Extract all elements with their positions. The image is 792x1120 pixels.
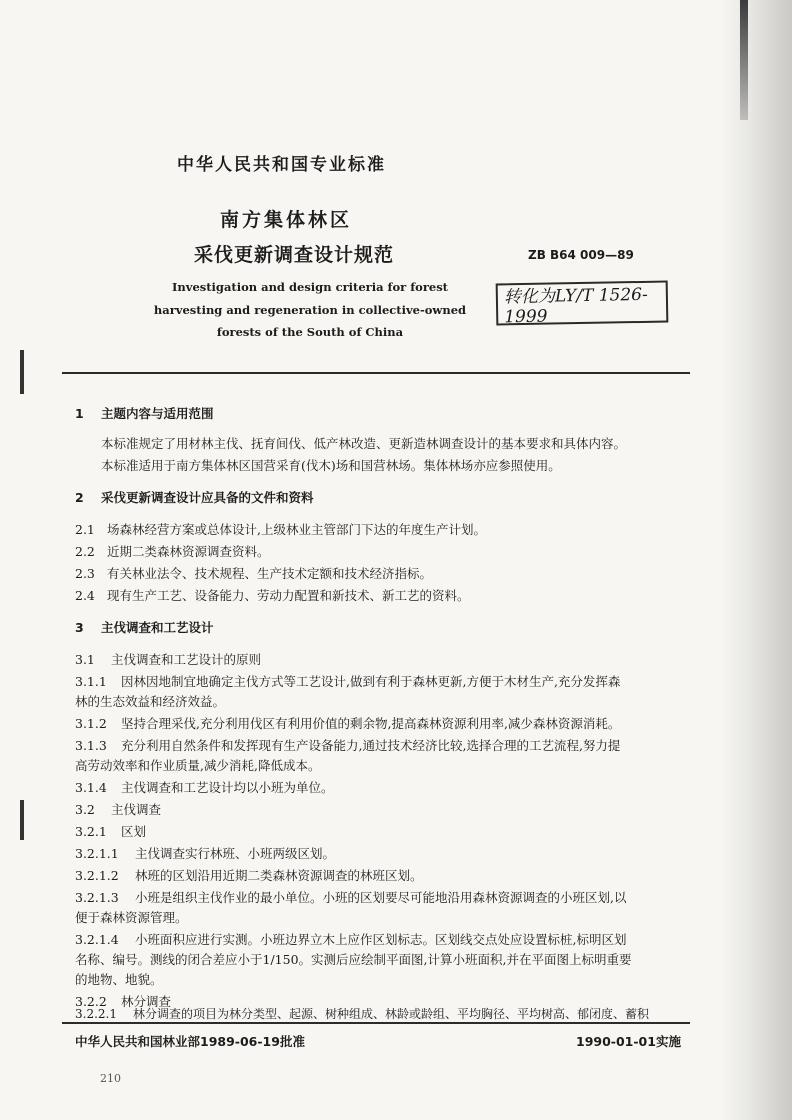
clause: 3.1.2 坚持合理采伐,充分利用伐区有利用价值的剩余物,提高森林资源利用率,减少森林资源消耗。 (75, 716, 621, 731)
english-title-line2: harvesting and regeneration in collective-owned (153, 303, 467, 317)
scan-edge-mark (740, 0, 748, 120)
document-title-line2: 采伐更新调查设计规范 (194, 244, 395, 266)
approval-line: 中华人民共和国林业部1989-06-19批准 (75, 1034, 305, 1049)
paragraph: 本标准规定了用材林主伐、抚育间伐、低产林改造、更新造林调查设计的基本要求和具体内容。 (101, 436, 627, 451)
clause: 2.2 近期二类森林资源调查资料。 (75, 544, 270, 559)
clause: 2.3 有关林业法令、技术规程、生产技术定额和技术经济指标。 (75, 566, 433, 581)
clause: 3.1.4 主伐调查和工艺设计均以小班为单位。 (75, 780, 334, 795)
clause-continuation: 的地物、地貌。 (75, 972, 163, 987)
standard-category-title: 中华人民共和国专业标准 (177, 155, 386, 175)
clause: 3.2.2.1 林分调查的项目为林分类型、起源、树种组成、林龄或龄组、平均胸径、平均树高、郁闭度、蓄积 (75, 1007, 650, 1021)
clause: 3.2.1.1 主伐调查实行林班、小班两级区划。 (75, 846, 336, 861)
binder-mark-bottom (20, 800, 24, 840)
clause-continuation: 便于森林资源管理。 (75, 910, 188, 925)
english-title-line3: forests of the South of China (216, 325, 404, 339)
clause-continuation: 林的生态效益和经济效益。 (75, 694, 226, 709)
paragraph: 本标准适用于南方集体林区国营采育(伐木)场和国营林场。集体林场亦应参照使用。 (101, 458, 561, 473)
footer-divider (62, 1022, 690, 1024)
effective-date: 1990-01-01实施 (576, 1034, 681, 1049)
document-title-line1: 南方集体林区 (220, 209, 353, 231)
clause-continuation: 名称、编号。测线的闭合差应小于1/150。实测后应绘制平面图,计算小班面积,并在平面图上标明重要 (75, 952, 632, 967)
binder-mark-top (20, 350, 24, 394)
clause: 3.2.1.4 小班面积应进行实测。小班边界立木上应作区划标志。区划线交点处应设置标桩,标明区划 (75, 932, 627, 947)
clause: 3.2.1.2 林班的区划沿用近期二类森林资源调查的林班区划。 (75, 868, 423, 883)
handwritten-stamp (496, 281, 669, 326)
clause: 3.2 主伐调查 (75, 802, 162, 817)
clause: 2.4 现有生产工艺、设备能力、劳动力配置和新技术、新工艺的资料。 (75, 588, 470, 603)
section-3-heading: 3 主伐调查和工艺设计 (75, 620, 214, 635)
clause: 3.2.2 林分调查 (75, 994, 172, 1009)
english-title-line1: Investigation and design criteria for forest (172, 280, 448, 294)
clause: 3.2.1.3 小班是组织主伐作业的最小单位。小班的区划要尽可能地沿用森林资源调查的小班区划,以 (75, 890, 627, 905)
clause-continuation: 高劳动效率和作业质量,减少消耗,降低成本。 (75, 758, 321, 773)
section-1-heading: 1 主题内容与适用范围 (75, 406, 214, 421)
scan-edge-shadow (720, 0, 792, 1120)
clause: 2.1 场森林经营方案或总体设计,上级林业主管部门下达的年度生产计划。 (75, 522, 486, 537)
page-number: 210 (100, 1072, 121, 1085)
header-divider (62, 372, 690, 374)
clause: 3.1 主伐调查和工艺设计的原则 (75, 652, 262, 667)
stamp-text: 转化为LY/T 1526-1999 (503, 284, 648, 327)
section-2-heading: 2 采伐更新调查设计应具备的文件和资料 (75, 490, 314, 505)
clause: 3.1.3 充分利用自然条件和发挥现有生产设备能力,通过技术经济比较,选择合理的工艺流程,努力提 (75, 738, 621, 753)
clause: 3.1.1 因林因地制宜地确定主伐方式等工艺设计,做到有利于森林更新,方便于木材生产,充分发挥森 (75, 674, 621, 689)
standard-code: ZB B64 009—89 (528, 248, 634, 262)
clause: 3.2.1 区划 (75, 824, 147, 839)
